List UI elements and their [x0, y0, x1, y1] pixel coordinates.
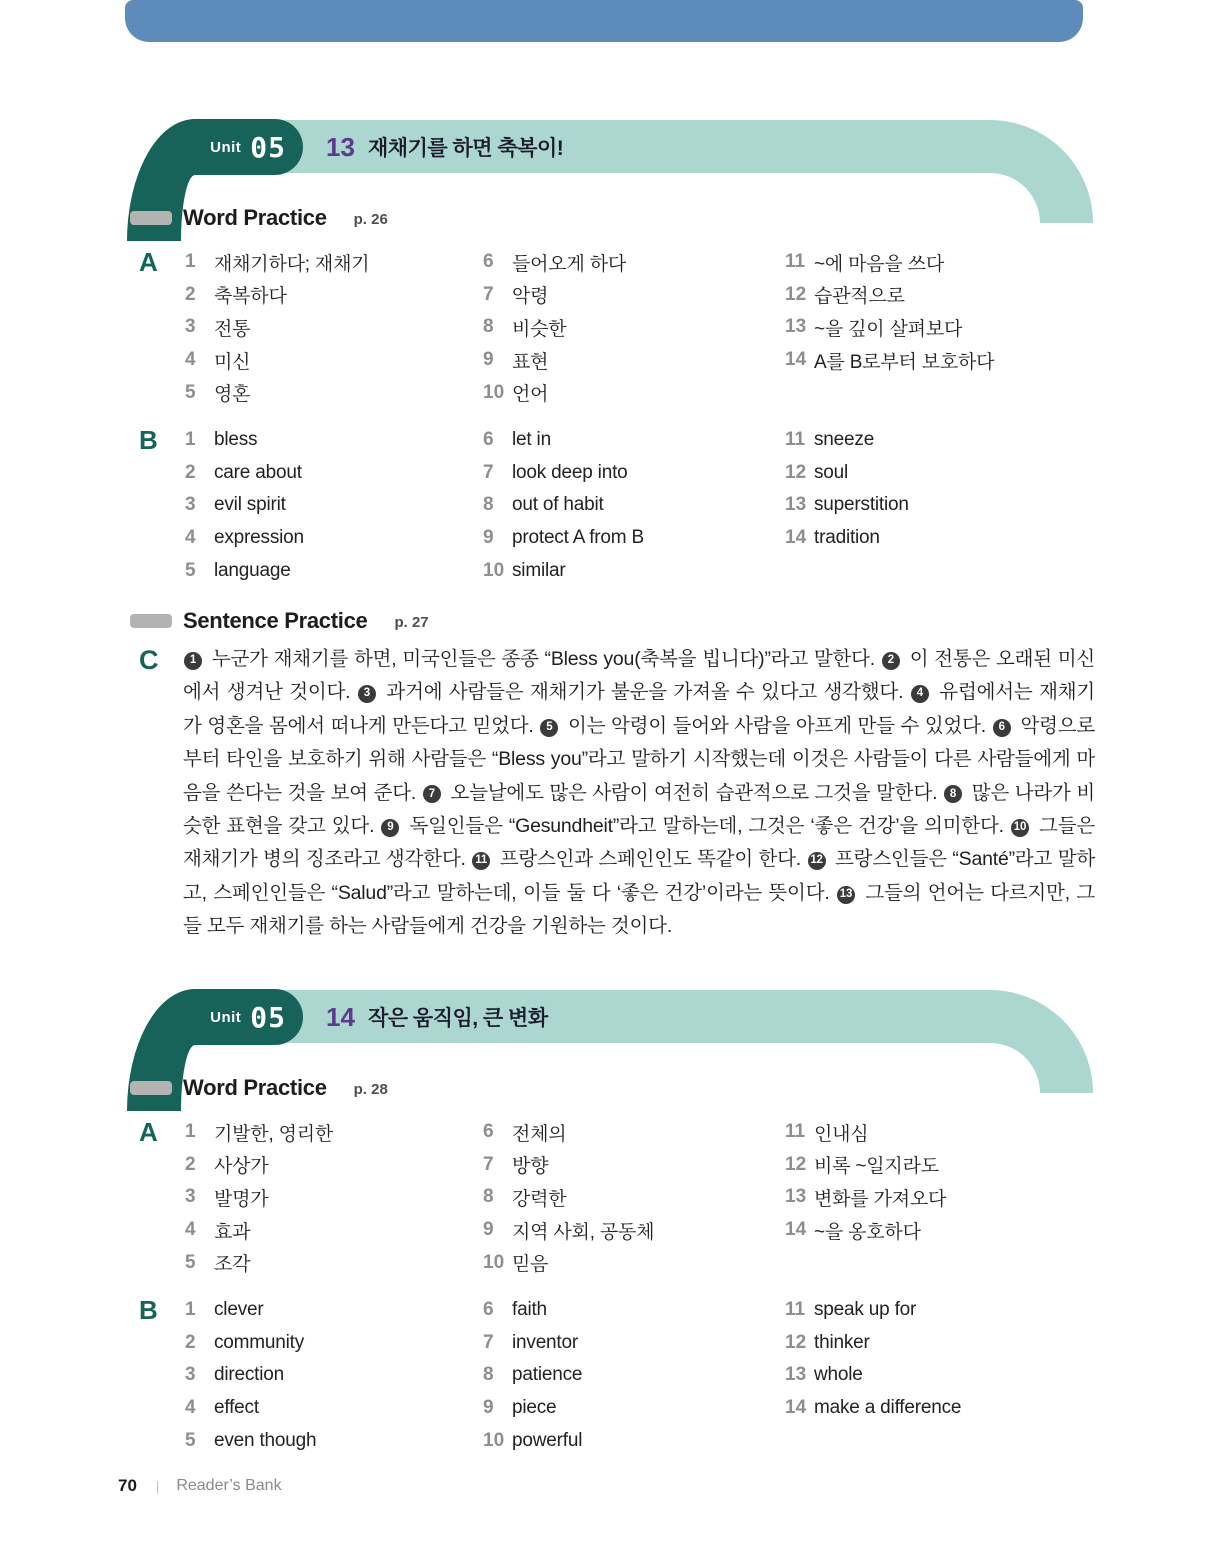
word-item: [185, 1294, 316, 1327]
word-label: even though: [214, 1429, 317, 1451]
sentence-text: 이 전통은 오래된 미신에서 생겨난 것이다.: [183, 648, 1095, 704]
section-letter-a: A: [139, 1117, 158, 1147]
word-label: bless: [214, 429, 258, 451]
word-number: 1: [185, 251, 196, 273]
word-label: 기발한, 영리한: [214, 1123, 334, 1145]
word-label: 사상가: [214, 1156, 269, 1178]
section-letter-b: B: [139, 425, 158, 455]
sentence-practice-paragraph: [183, 643, 1095, 944]
word-practice-heading-2: [130, 1075, 388, 1101]
word-item: [483, 1359, 582, 1392]
word-label: inventor: [512, 1331, 578, 1353]
sentence-number-badge: 8: [944, 785, 962, 803]
word-label: care about: [214, 461, 302, 483]
word-item: [185, 1392, 316, 1425]
sentence-text: 독일인들은 “Gesundheit”라고 말하는데, 그것은 ‘좋은 건강’을 의미한다.: [403, 815, 1010, 838]
word-item: [483, 1327, 582, 1360]
word-label: patience: [512, 1364, 583, 1386]
word-number: 12: [785, 461, 807, 483]
word-number: 2: [185, 1153, 196, 1175]
word-item: [483, 246, 626, 279]
word-label: 영혼: [214, 384, 251, 406]
word-item: [483, 1424, 582, 1457]
word-item: [483, 311, 626, 344]
word-label: make a difference: [814, 1397, 962, 1419]
word-item: [785, 457, 909, 490]
heading-text: Sentence Practice: [183, 608, 368, 633]
word-label: 믿음: [512, 1254, 549, 1276]
footer-divider: |: [155, 1478, 160, 1494]
word-number: 14: [785, 349, 807, 371]
word-label: 변화를 가져오다: [814, 1188, 947, 1210]
word-column: [185, 424, 304, 587]
word-number: 1: [185, 1299, 196, 1321]
unit-number: 05: [250, 1000, 286, 1034]
word-number: 5: [185, 1251, 196, 1273]
word-label: protect A from B: [512, 527, 644, 549]
sentence-text: 이는 악령이 들어와 사람을 아프게 만들 수 있었다.: [562, 714, 992, 737]
word-item: [483, 1181, 654, 1214]
word-item: [185, 1424, 316, 1457]
word-number: 9: [483, 349, 494, 371]
word-item: [185, 554, 304, 587]
unit-pill: [127, 119, 302, 175]
word-number: 10: [483, 1429, 505, 1451]
word-item: [483, 1294, 582, 1327]
word-number: 9: [483, 527, 494, 549]
word-number: 3: [185, 494, 196, 516]
word-item: [785, 1181, 946, 1214]
word-label: superstition: [814, 494, 909, 516]
section-letter-b: B: [139, 1295, 158, 1325]
word-number: 11: [785, 429, 806, 451]
sentence-text: 프랑스인과 스페인인도 똑같이 한다.: [494, 848, 807, 871]
page-footer: [118, 1476, 282, 1496]
word-number: 14: [785, 1397, 807, 1419]
word-item: [185, 246, 369, 279]
word-item: [785, 1392, 961, 1425]
lesson-title: 작은 움직임, 큰 변화: [368, 1007, 548, 1030]
word-item: [785, 489, 909, 522]
word-label: 인내심: [814, 1123, 869, 1145]
page-reference: p. 28: [353, 1081, 388, 1098]
word-item: [185, 1327, 316, 1360]
sentence-text: 유럽에서는 재채기가 영혼을 몸에서 떠나게 만든다고 믿었다.: [183, 681, 1095, 737]
lesson-number: 14: [326, 1001, 355, 1032]
word-label: out of habit: [512, 494, 604, 516]
word-number: 6: [483, 1299, 494, 1321]
word-item: [185, 1359, 316, 1392]
word-number: 5: [185, 1429, 196, 1451]
word-number: 12: [785, 283, 807, 305]
unit-label: Unit: [210, 1008, 242, 1026]
word-number: 3: [185, 1364, 196, 1386]
page-number: 70: [118, 1476, 137, 1495]
word-column: [785, 1116, 946, 1246]
word-item: [185, 1149, 333, 1182]
word-item: [483, 1246, 654, 1279]
word-number: 13: [785, 316, 807, 338]
word-item: [185, 1116, 333, 1149]
word-practice-heading-1: [130, 205, 388, 231]
word-number: 6: [483, 1121, 494, 1143]
word-number: 2: [185, 1331, 196, 1353]
word-item: [785, 279, 994, 312]
word-item: [483, 376, 626, 409]
word-number: 13: [785, 1364, 807, 1386]
word-label: A를 B로부터 보호하다: [814, 351, 995, 373]
word-label: 습관적으로: [814, 286, 905, 308]
word-number: 7: [483, 283, 494, 305]
word-label: 재채기하다; 재채기: [214, 253, 370, 275]
word-number: 8: [483, 316, 494, 338]
word-number: 12: [785, 1331, 807, 1353]
word-item: [483, 522, 644, 555]
heading-text: Word Practice: [183, 1075, 327, 1100]
word-label: tradition: [814, 527, 880, 549]
word-item: [185, 489, 304, 522]
word-label: let in: [512, 429, 551, 451]
top-decoration-bar: [125, 0, 1083, 42]
word-column: [785, 424, 909, 554]
sentence-number-badge: 12: [808, 852, 826, 870]
word-column: [483, 1294, 582, 1457]
unit-label: Unit: [210, 138, 242, 156]
sentence-number-badge: 7: [423, 785, 441, 803]
sentence-text: 그들의 언어는 다르지만, 그들 모두 재채기를 하는 사람들에게 건강을 기원하는 것이다.: [183, 881, 1095, 938]
unit-number: 05: [250, 130, 286, 164]
word-label: 방향: [512, 1156, 549, 1178]
word-number: 7: [483, 1153, 494, 1175]
word-item: [785, 1359, 961, 1392]
word-column: [185, 1116, 333, 1279]
word-number: 7: [483, 1331, 494, 1353]
word-number: 8: [483, 1186, 494, 1208]
word-label: whole: [814, 1364, 863, 1386]
word-label: 조각: [214, 1254, 251, 1276]
word-number: 9: [483, 1219, 494, 1241]
sentence-number-badge: 3: [358, 685, 376, 703]
word-item: [785, 1214, 946, 1247]
word-item: [785, 311, 994, 344]
word-number: 6: [483, 251, 494, 273]
word-label: evil spirit: [214, 494, 286, 516]
word-column: [483, 1116, 654, 1279]
section-letter-c: C: [139, 645, 159, 675]
sentence-number-badge: 6: [993, 719, 1011, 737]
word-label: 발명가: [214, 1188, 269, 1210]
lesson-number: 13: [326, 131, 355, 162]
word-label: 비슷한: [512, 318, 567, 340]
word-label: piece: [512, 1397, 557, 1419]
page-reference: p. 27: [394, 614, 429, 631]
word-column: [185, 246, 369, 409]
word-item: [785, 424, 909, 457]
word-label: 지역 사회, 공동체: [512, 1221, 655, 1243]
word-label: ~에 마음을 쓰다: [814, 253, 944, 275]
word-label: language: [214, 559, 291, 581]
word-item: [483, 344, 626, 377]
word-number: 10: [483, 1251, 505, 1273]
heading-text: Word Practice: [183, 205, 327, 230]
word-number: 8: [483, 494, 494, 516]
sentence-number-badge: 10: [1011, 819, 1029, 837]
sentence-practice-heading: [130, 608, 429, 634]
word-item: [785, 344, 994, 377]
word-number: 11: [785, 1299, 806, 1321]
word-column: [483, 424, 644, 587]
word-item: [185, 311, 369, 344]
word-item: [185, 1214, 333, 1247]
sentence-number-badge: 11: [472, 852, 490, 870]
word-number: 14: [785, 527, 807, 549]
sentence-number-badge: 5: [540, 719, 558, 737]
word-number: 7: [483, 461, 494, 483]
word-label: ~을 옹호하다: [814, 1221, 921, 1243]
word-number: 1: [185, 1121, 196, 1143]
word-number: 10: [483, 381, 505, 403]
word-item: [483, 1149, 654, 1182]
word-number: 5: [185, 559, 196, 581]
word-label: similar: [512, 559, 566, 581]
word-label: look deep into: [512, 461, 628, 483]
word-label: 들어오게 하다: [512, 253, 627, 275]
word-column: [785, 1294, 961, 1424]
word-label: 미신: [214, 351, 251, 373]
word-item: [483, 1116, 654, 1149]
word-item: [483, 457, 644, 490]
word-label: thinker: [814, 1331, 870, 1353]
word-item: [785, 246, 994, 279]
word-number: 8: [483, 1364, 494, 1386]
word-label: powerful: [512, 1429, 583, 1451]
sentence-number-badge: 2: [882, 652, 900, 670]
word-number: 5: [185, 381, 196, 403]
word-number: 4: [185, 527, 196, 549]
word-item: [483, 489, 644, 522]
word-number: 13: [785, 1186, 807, 1208]
word-item: [785, 1327, 961, 1360]
word-item: [185, 279, 369, 312]
word-item: [185, 376, 369, 409]
section-bullet: [130, 1081, 172, 1095]
section-letter-a: A: [139, 247, 158, 277]
word-item: [483, 1392, 582, 1425]
sentence-text: 악령으로부터 타인을 보호하기 위해 사람들은 “Bless you”라고 말하기 시작했는데 이것은 사람들이 다른 사람들에게 마음을 쓴다는 것을 보여 준다.: [183, 714, 1095, 804]
section-bullet: [130, 211, 172, 225]
word-label: clever: [214, 1299, 264, 1321]
word-label: speak up for: [814, 1299, 917, 1321]
sentence-number-badge: 9: [381, 819, 399, 837]
word-number: 9: [483, 1397, 494, 1419]
word-label: ~을 깊이 살펴보다: [814, 318, 963, 340]
word-label: 비록 ~일지라도: [814, 1156, 939, 1178]
word-item: [185, 424, 304, 457]
word-column: [185, 1294, 316, 1457]
word-item: [483, 1214, 654, 1247]
sentence-number-badge: 4: [911, 685, 929, 703]
sentence-text: 많은 나라가 비슷한 표현을 갖고 있다.: [183, 781, 1095, 838]
sentence-text: 오늘날에도 많은 사람이 여전히 습관적으로 그것을 말한다.: [444, 781, 944, 804]
word-number: 4: [185, 1219, 196, 1241]
word-label: community: [214, 1331, 305, 1353]
sentence-text: 과거에 사람들은 재채기가 불운을 가져올 수 있다고 생각했다.: [379, 681, 910, 704]
word-label: 효과: [214, 1221, 251, 1243]
word-label: 언어: [512, 384, 549, 406]
word-label: 전통: [214, 318, 251, 340]
word-number: 2: [185, 461, 196, 483]
word-number: 1: [185, 429, 196, 451]
word-number: 12: [785, 1153, 807, 1175]
sentence-number-badge: 13: [837, 886, 855, 904]
word-column: [483, 246, 626, 409]
word-label: 축복하다: [214, 286, 287, 308]
sentence-text: 프랑스인들은 “Santé”라고 말하고, 스페인인들은 “Salud”라고 말하는데, 이들 둘 다 ‘좋은 건강’이라는 뜻이다.: [183, 848, 1095, 904]
word-item: [785, 1294, 961, 1327]
book-title: Reader’s Bank: [176, 1477, 282, 1494]
word-label: 강력한: [512, 1188, 567, 1210]
word-number: 3: [185, 1186, 196, 1208]
sentence-text: 누군가 재채기를 하면, 미국인들은 종종 “Bless you(축복을 빕니다)”라고 말한다.: [206, 648, 881, 670]
word-number: 11: [785, 1121, 806, 1143]
word-item: [483, 424, 644, 457]
word-item: [185, 457, 304, 490]
word-label: faith: [512, 1299, 547, 1321]
word-number: 2: [185, 283, 196, 305]
word-item: [785, 1149, 946, 1182]
word-label: expression: [214, 527, 304, 549]
word-item: [185, 1246, 333, 1279]
word-number: 6: [483, 429, 494, 451]
sentence-text: 그들은 재채기가 병의 징조라고 생각한다.: [183, 815, 1095, 871]
page-reference: p. 26: [353, 211, 388, 228]
word-label: sneeze: [814, 429, 875, 451]
word-number: 11: [785, 251, 806, 273]
word-number: 4: [185, 349, 196, 371]
word-number: 13: [785, 494, 807, 516]
word-item: [185, 344, 369, 377]
word-label: 악령: [512, 286, 549, 308]
word-label: 전체의: [512, 1123, 567, 1145]
word-item: [483, 279, 626, 312]
word-item: [483, 554, 644, 587]
word-label: direction: [214, 1364, 285, 1386]
word-item: [785, 522, 909, 555]
word-item: [185, 1181, 333, 1214]
lesson-title: 재채기를 하면 축복이!: [368, 137, 564, 160]
word-number: 4: [185, 1397, 196, 1419]
word-item: [785, 1116, 946, 1149]
word-number: 10: [483, 559, 505, 581]
word-label: soul: [814, 461, 849, 483]
sentence-number-badge: 1: [184, 652, 202, 670]
word-item: [185, 522, 304, 555]
word-number: 14: [785, 1219, 807, 1241]
word-number: 3: [185, 316, 196, 338]
section-bullet: [130, 614, 172, 628]
word-label: 표현: [512, 351, 549, 373]
unit-pill: [127, 989, 302, 1045]
word-column: [785, 246, 994, 376]
word-label: effect: [214, 1397, 259, 1419]
